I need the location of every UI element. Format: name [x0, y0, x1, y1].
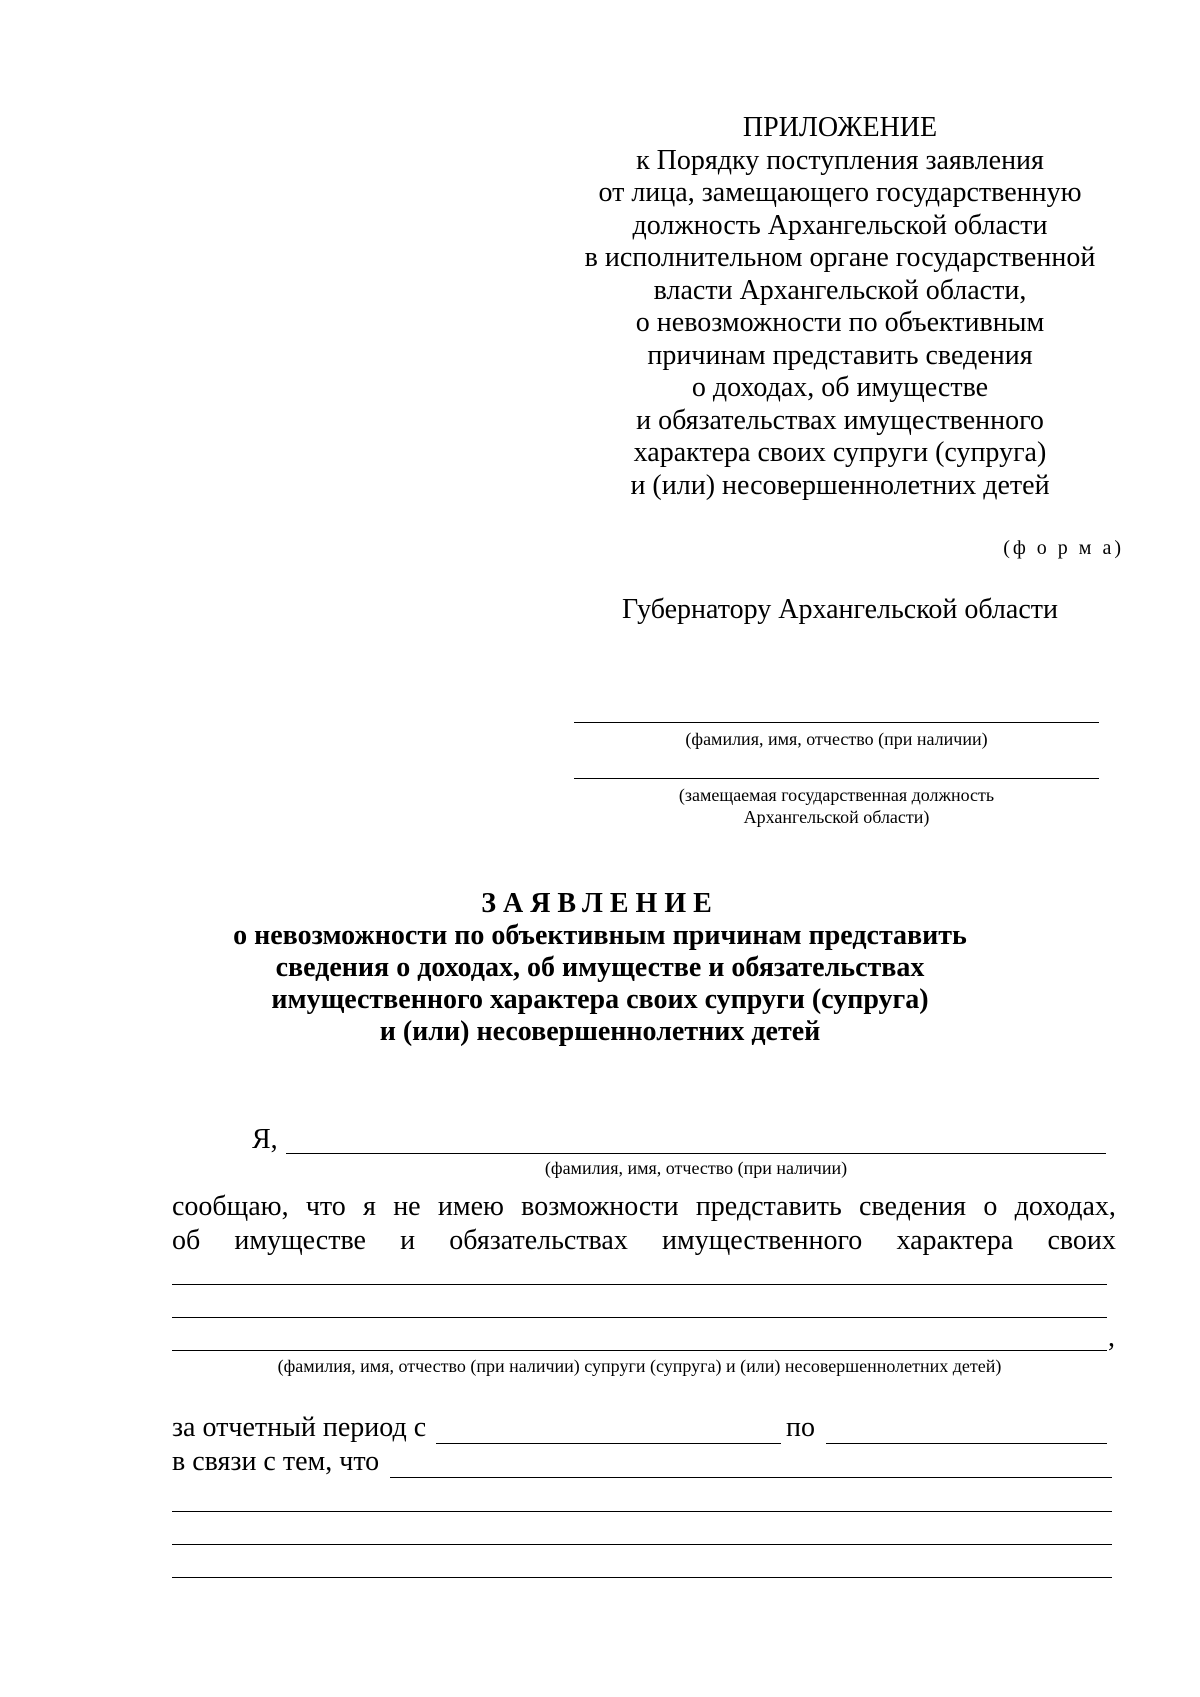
period-to-field[interactable] — [826, 1443, 1107, 1444]
appendix-line: о доходах, об имуществе — [691, 372, 989, 403]
family-caption: (фамилия, имя, отчество (при наличии) супруги (супруга) и (или) несовершеннолетних детей) — [277, 1356, 1002, 1376]
word: имуществе — [234, 1225, 366, 1256]
word: я — [363, 1191, 376, 1222]
appendix-line: и обязательствах имущественного — [636, 404, 1044, 436]
period-to-label: по — [786, 1412, 815, 1443]
comma: , — [1108, 1322, 1115, 1353]
addressee-line: Губернатору Архангельской области — [622, 594, 1058, 625]
form-label: (ф о р м а) — [1003, 537, 1124, 559]
appendix-line: власти Архангельской области, — [653, 274, 1027, 306]
body-line-2 — [172, 1225, 1116, 1257]
family-member-field[interactable] — [172, 1284, 1107, 1285]
reason-field[interactable] — [172, 1511, 1112, 1512]
word: возможности — [521, 1191, 679, 1222]
word: о — [983, 1191, 998, 1222]
caption-line: (замещаемая государственная должность — [678, 785, 995, 805]
appendix-line: к Порядку поступления заявления — [636, 144, 1044, 176]
statement-subtitle-line: о невозможности по объективным причинам представить — [233, 920, 967, 951]
word: обязательствах — [449, 1225, 628, 1256]
statement-subtitle-line: и (или) несовершеннолетних детей — [379, 1016, 821, 1047]
appendix-line: должность Архангельской области — [632, 209, 1048, 241]
period-from-field[interactable] — [436, 1443, 781, 1444]
applicant-name-field[interactable] — [286, 1153, 1106, 1154]
reason-field[interactable] — [390, 1477, 1112, 1478]
word: имею — [437, 1191, 504, 1222]
word: сообщаю, — [172, 1191, 289, 1222]
word: доходах, — [1014, 1191, 1116, 1222]
reason-field[interactable] — [172, 1544, 1112, 1545]
family-member-field[interactable] — [172, 1350, 1107, 1351]
word: и — [400, 1225, 416, 1256]
appendix-line: в исполнительном органе государственной — [584, 242, 1096, 273]
appendix-title: ПРИЛОЖЕНИЕ — [742, 112, 938, 143]
applicant-name-caption: (фамилия, имя, отчество (при наличии) — [544, 1158, 848, 1178]
addressee-position-field[interactable] — [574, 778, 1099, 779]
i-label: Я, — [252, 1124, 278, 1155]
statement-subtitle-line: сведения о доходах, об имуществе и обязательствах — [275, 952, 925, 983]
word: своих — [1047, 1225, 1116, 1256]
addressee-name-caption: (фамилия, имя, отчество (при наличии) — [685, 729, 988, 749]
reason-label: в связи с тем, что — [172, 1446, 380, 1477]
appendix-line: о невозможности по объективным — [635, 307, 1045, 338]
appendix-header — [560, 112, 1120, 502]
caption-line: Архангельской области) — [743, 807, 930, 827]
word: представить — [695, 1191, 842, 1222]
family-member-field[interactable] — [172, 1317, 1107, 1318]
period-label: за отчетный период с — [172, 1412, 427, 1443]
reason-field[interactable] — [172, 1577, 1112, 1578]
addressee-position-caption — [574, 784, 1099, 828]
word: что — [305, 1191, 346, 1222]
appendix-line: от лица, замещающего государственную — [598, 177, 1082, 208]
appendix-line: причинам представить сведения — [647, 339, 1033, 371]
word: не — [393, 1191, 421, 1222]
addressee-name-field[interactable] — [574, 722, 1099, 723]
word: имущественного — [662, 1225, 863, 1256]
statement-heading: ЗАЯВЛЕНИЕ — [481, 888, 719, 919]
appendix-line: характера своих супруги (супруга) — [633, 437, 1047, 468]
word: характера — [896, 1225, 1014, 1256]
statement-subtitle-line: имущественного характера своих супруги (супруга) — [271, 984, 929, 1015]
word: об — [172, 1225, 201, 1256]
statement-title — [130, 888, 1070, 1048]
appendix-line: и (или) несовершеннолетних детей — [630, 469, 1050, 501]
body-line-1 — [172, 1191, 1116, 1223]
word: сведения — [859, 1191, 967, 1222]
